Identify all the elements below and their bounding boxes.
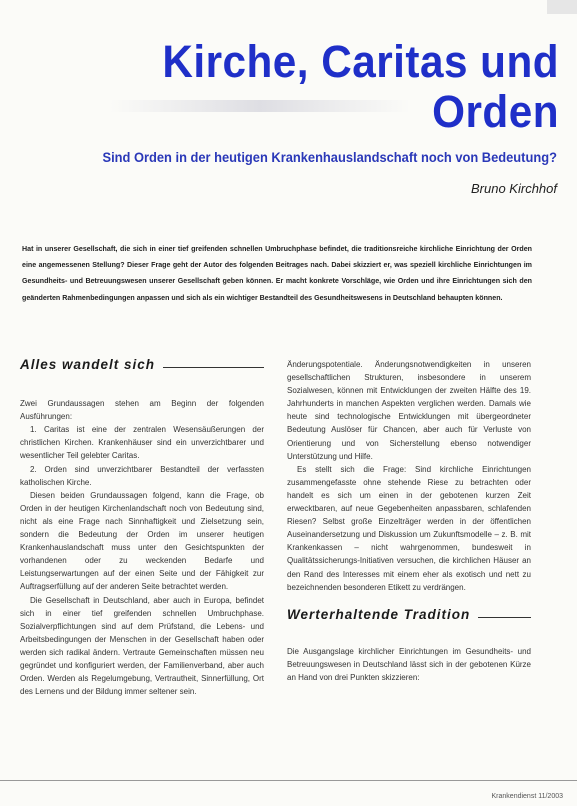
paragraph: Es stellt sich die Frage: Sind kirchliche Einrichtungen zusammengefasste ohne stehende Riese zu betrachten oder handelt es sich um einen in der gebotenen kurzen Zeit erwecktbaren, auf neue Gegebenheiten anpassbaren, schlafenden Riesen? Selbst große Einzelträger werden in der öffentlichen Auseinandersetzung und Diskussion um Zukunftsmodelle – z. B. mit Krankenkassen – nicht wahrgenommen, bundesweit in Qualitätssicherungs-Initiativen versuchen, die kirchlichen Häuser an den Rand des Interesses mit einem eher als exotisch und nett zu bezeichnenden besonderen Etikett zu verdrängen. [287, 464, 531, 592]
left-column [20, 358, 264, 698]
paragraph: Änderungspotentiale. Änderungsnotwendigkeiten in unseren gesellschaftlichen Strukturen, insbesondere in unserem Sozialwesen, können mit Entwicklungen der zweiten Hälfte des 19. Jahrhunderts in manchen Aspekten verglichen werden. Damals wie heute sind technologische Entwicklungen mit übergeordneter Bedeutung Auslöser für Chancen, aber auch für Verluste von Orientierung und von Sicherstellung ebenso notwendiger Unterstützung und Hilfe. [287, 360, 531, 461]
page-footer: Krankendienst 11/2003 [491, 793, 563, 800]
article-title-line1: Kirche, Caritas und [162, 36, 559, 87]
paragraph: 1. Caritas ist eine der zentralen Wesensäußerungen der christlichen Kirchen. Krankenhäuser sind ein unverzichtbarer und wesentlicher Teil gelebter Caritas. [20, 425, 264, 461]
section-heading-text: Alles wandelt sich [20, 357, 156, 372]
section-heading-werterhaltende-tradition [287, 608, 531, 621]
heading-rule [163, 367, 264, 368]
faded-scan-band [110, 100, 410, 112]
lead-paragraph: Hat in unserer Gesellschaft, die sich in einer tief greifenden schnellen Umbruchphase befindet, die traditionsreiche kirchliche Einrichtung der Orden eine angemessenen Stellung? Dieser Frage geht der Autor des folgenden Beitrages nach. Dabei skizziert er, was speziell kirchliche Einrichtungen im Gesundheits- und Betreuungswesen unserer Gesellschaft geben können. Er macht konkrete Vorschläge, wie Orden und ihre Einrichtungen sich den geänderten Rahmenbedingungen anpassen und sich als ein wichtiger Bestandteil des Gesundheitswesens in Deutschland behaupten können. [22, 245, 532, 302]
footer-rule [0, 780, 577, 781]
heading-rule [478, 617, 531, 618]
article-title-line2: Orden [432, 86, 559, 137]
paragraph: 2. Orden sind unverzichtbarer Bestandteil der verfassten katholischen Kirche. [20, 464, 264, 487]
paragraph: Die Gesellschaft in Deutschland, aber auch in Europa, befindet sich in einer tief greifenden schnellen Umbruchphase. Sozialverpflichtungen sind auf dem Prüfstand, die Lebens- und Arbeitsbedingungen der Menschen in der Gesellschaft haben oder werden sich radikal ändern. Vertraute Gemeinschaften müssen neu gegründet und konfiguriert werden, der Familienverband, aber auch Orden. Werden als Regelumgebung, Vertrautheit, Sinnerfüllung, Ort des Lernens und der Bildung immer seltener sein. [20, 595, 264, 697]
paragraph: Die Ausgangslage kirchlicher Einrichtungen im Gesundheits- und Betreuungswesen in Deutschland lässt sich in der gebotenen Kürze an Hand von drei Punkten skizzieren: [287, 646, 531, 682]
article-subtitle: Sind Orden in der heutigen Krankenhauslandschaft noch von Bedeutung? [102, 149, 557, 165]
paragraph: Zwei Grundaussagen stehen am Beginn der folgenden Ausführungen: [20, 399, 264, 422]
author-name: Bruno Kirchhof [471, 181, 557, 196]
scan-corner-mark [547, 0, 577, 14]
section-heading-text: Werterhaltende Tradition [287, 606, 471, 622]
right-column [287, 358, 531, 684]
paragraph: Diesen beiden Grundaussagen folgend, kann die Frage, ob Orden in der heutigen Kirchenlandschaft noch von Bedeutung sind, nicht als eine Frage nach Sinnhaftigkeit und Zielsetzung sein, sondern die Bedeutung der Orden im unserer heutigen Krankenhauslandschaft muss unter den Gesichtspunkten der vorhandenen oder zu weckenden Bedarfe und Leistungserwartungen auf der einen Seite und der Fähigkeit zur Auftragserfüllung auf der anderen Seite betrachtet werden. [20, 490, 264, 592]
section-heading-alles-wandelt-sich [20, 358, 264, 371]
